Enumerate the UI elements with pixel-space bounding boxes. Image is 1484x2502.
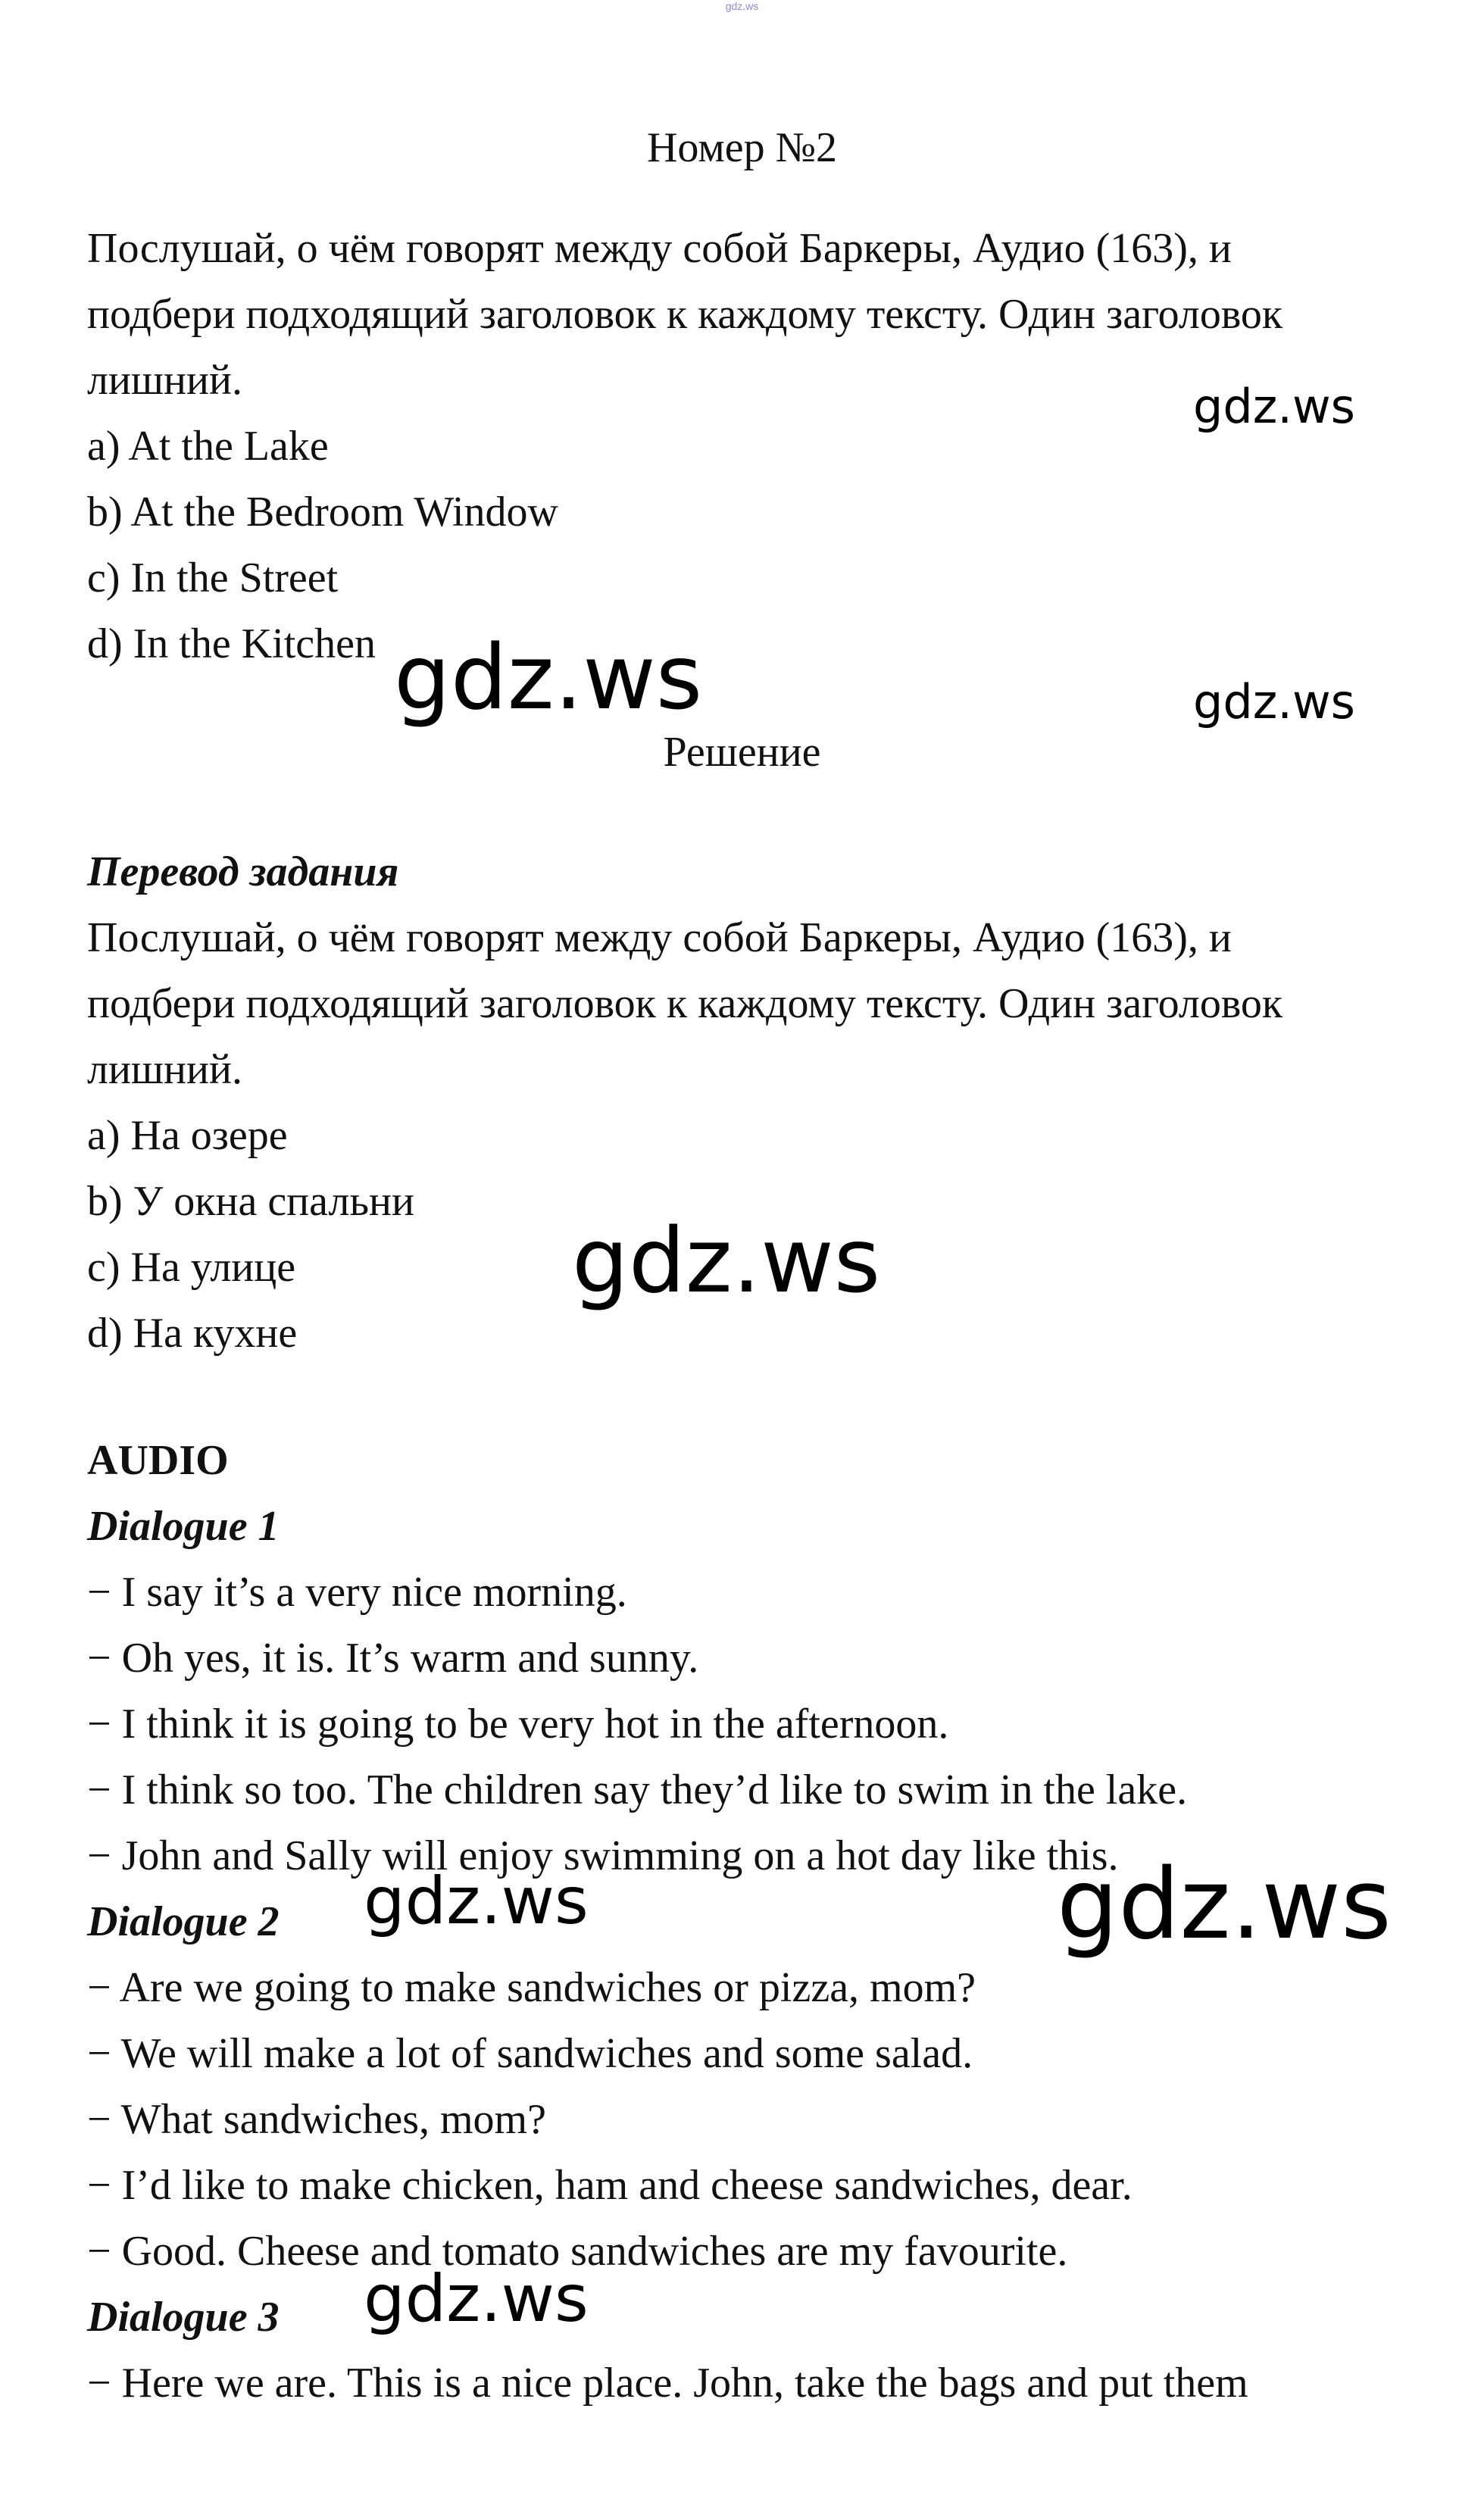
dialogue-line: − I say it’s a very nice morning.	[87, 1569, 627, 1616]
dialogue-line: − What sandwiches, mom?	[87, 2096, 546, 2143]
task-block	[87, 216, 1405, 677]
dialogue-line: − Here we are. This is a nice place. John, take the bags and put them	[87, 2360, 1248, 2407]
dialogue-title: Dialogue 1	[87, 1503, 280, 1550]
dialogue-line: − Oh yes, it is. It’s warm and sunny.	[87, 1635, 699, 1682]
dialogue-title: Dialogue 2	[87, 1898, 280, 1945]
translation-line: Послушай, о чём говорят между собой Баркеры, Аудио (163), и	[87, 914, 1232, 961]
task-option: c) In the Street	[87, 554, 339, 601]
watermark: gdz.ws	[1193, 379, 1355, 434]
dialogue-line: − I think it is going to be very hot in the afternoon.	[87, 1701, 949, 1748]
watermark: gdz.ws	[364, 1863, 589, 1939]
dialogue-line: − I’d like to make chicken, ham and cheese sandwiches, dear.	[87, 2162, 1133, 2209]
watermark: gdz.ws	[394, 625, 703, 729]
watermark: gdz.ws	[1057, 1848, 1392, 1961]
dialogue-line: − We will make a lot of sandwiches and some salad.	[87, 2030, 973, 2077]
audio-heading: AUDIO	[87, 1437, 229, 1484]
watermark: gdz.ws	[364, 2261, 589, 2337]
watermark: gdz.ws	[572, 1208, 881, 1313]
translation-line: лишний.	[87, 1046, 242, 1093]
translation-option: d) На кухне	[87, 1310, 298, 1357]
translation-line: подбери подходящий заголовок к каждому тексту. Один заголовок	[87, 980, 1283, 1027]
task-option: b) At the Bedroom Window	[87, 489, 558, 536]
translation-option: b) У окна спальни	[87, 1178, 414, 1225]
translation-option: a) На озере	[87, 1112, 288, 1159]
page-title: Номер №2	[646, 124, 838, 171]
dialogue-title: Dialogue 3	[87, 2294, 280, 2341]
translation-heading: Перевод задания	[87, 848, 399, 895]
translation-option: c) На улице	[87, 1244, 296, 1291]
solution-title: Решение	[663, 729, 821, 776]
task-line: лишний.	[87, 357, 242, 404]
top-watermark: gdz.ws	[725, 0, 759, 12]
dialogue-line: − Good. Cheese and tomato sandwiches are my favourite.	[87, 2228, 1068, 2275]
dialogue-line: − I think so too. The children say they’d like to swim in the lake.	[87, 1766, 1188, 1813]
task-option: a) At the Lake	[87, 423, 329, 470]
dialogue-line: − Are we going to make sandwiches or pizza, mom?	[87, 1964, 976, 2011]
watermark: gdz.ws	[1193, 674, 1355, 729]
task-option: d) In the Kitchen	[87, 620, 376, 667]
dialogue-line: − John and Sally will enjoy swimming on a hot day like this.	[87, 1832, 1119, 1879]
task-line: Послушай, о чём говорят между собой Баркеры, Аудио (163), и	[87, 225, 1232, 272]
task-line: подбери подходящий заголовок к каждому тексту. Один заголовок	[87, 291, 1283, 338]
